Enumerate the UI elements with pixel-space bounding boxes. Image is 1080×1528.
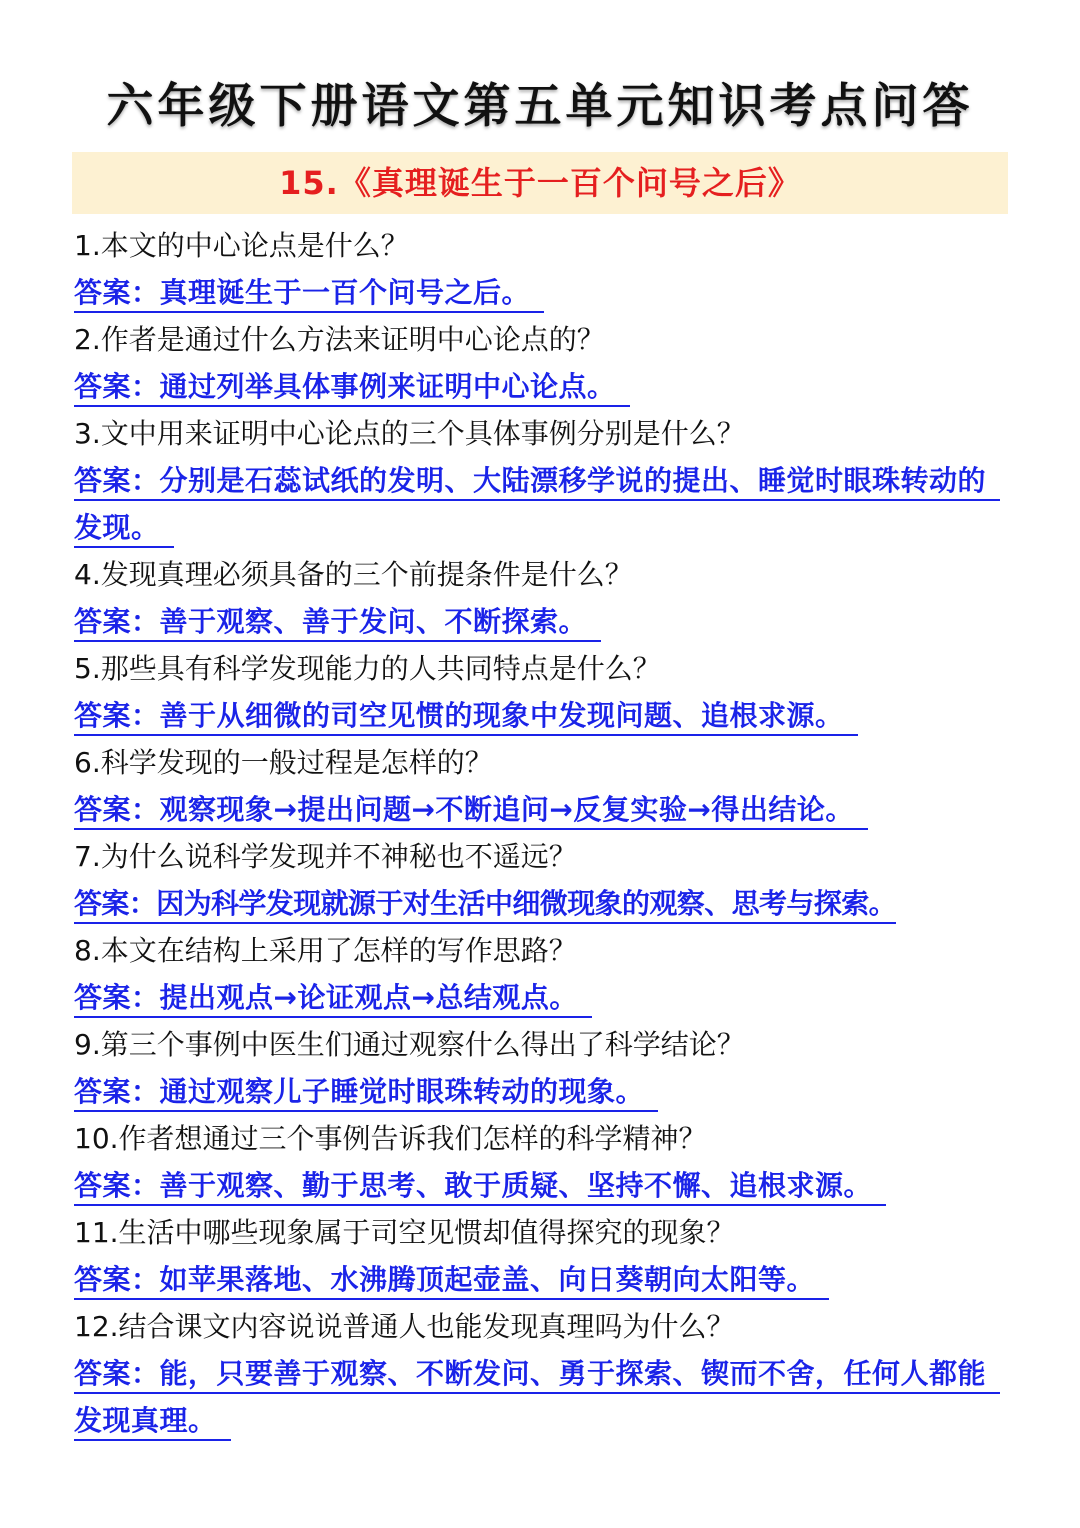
question-text: 7.为什么说科学发现并不神秘也不遥远？	[74, 840, 577, 873]
answer-text	[74, 269, 1010, 316]
qa-item	[74, 1115, 1010, 1209]
qa-item	[74, 222, 1010, 316]
question-text: 3.文中用来证明中心论点的三个具体事例分别是什么？	[74, 417, 745, 450]
qa-list	[74, 222, 1010, 1444]
answer-underlined: 答案：真理诞生于一百个问号之后。	[74, 276, 544, 313]
section-title: 15.《真理诞生于一百个问号之后》	[279, 164, 801, 202]
answer-underlined: 答案：通过观察儿子睡觉时眼珠转动的现象。	[74, 1075, 658, 1112]
qa-item	[74, 1303, 1010, 1444]
question-text: 11.生活中哪些现象属于司空见惯却值得探究的现象？	[74, 1216, 735, 1249]
answer-underlined: 答案：善于从细微的司空见惯的现象中发现问题、追根求源。	[74, 699, 858, 736]
answer-text	[74, 880, 1010, 927]
question-text: 5.那些具有科学发现能力的人共同特点是什么？	[74, 652, 661, 685]
answer-text	[74, 974, 1010, 1021]
answer-underlined: 答案：因为科学发现就源于对生活中细微现象的观察、思考与探索。	[74, 887, 896, 924]
answer-text	[74, 1256, 1010, 1303]
qa-item	[74, 927, 1010, 1021]
qa-item	[74, 833, 1010, 927]
section-banner	[72, 152, 1008, 214]
answer-text	[74, 1350, 1010, 1444]
question-text: 6.科学发现的一般过程是怎样的？	[74, 746, 493, 779]
answer-underlined: 答案：如苹果落地、水沸腾顶起壶盖、向日葵朝向太阳等。	[74, 1263, 829, 1300]
answer-text	[74, 363, 1010, 410]
answer-underlined: 答案：提出观点→论证观点→总结观点。	[74, 981, 592, 1018]
answer-text	[74, 1162, 1010, 1209]
answer-underlined: 答案：通过列举具体事例来证明中心论点。	[74, 370, 630, 407]
answer-underlined: 答案：善于观察、勤于思考、敢于质疑、坚持不懈、追根求源。	[74, 1169, 886, 1206]
qa-item	[74, 1021, 1010, 1115]
answer-underlined: 答案：观察现象→提出问题→不断追问→反复实验→得出结论。	[74, 793, 868, 830]
qa-item	[74, 645, 1010, 739]
question-text: 10.作者想通过三个事例告诉我们怎样的科学精神？	[74, 1122, 707, 1155]
question-text: 1.本文的中心论点是什么？	[74, 229, 409, 262]
answer-text	[74, 786, 1010, 833]
qa-item	[74, 551, 1010, 645]
question-text: 12.结合课文内容说说普通人也能发现真理吗为什么？	[74, 1310, 735, 1343]
qa-item	[74, 1209, 1010, 1303]
page-title: 六年级下册语文第五单元知识考点问答	[106, 79, 974, 134]
answer-text	[74, 598, 1010, 645]
question-text: 8.本文在结构上采用了怎样的写作思路？	[74, 934, 577, 967]
question-text: 4.发现真理必须具备的三个前提条件是什么？	[74, 558, 633, 591]
qa-item	[74, 316, 1010, 410]
qa-item	[74, 410, 1010, 551]
answer-underlined: 答案：分别是石蕊试纸的发明、大陆漂移学说的提出、睡觉时眼珠转动的发现。	[74, 464, 1000, 548]
answer-underlined: 答案：善于观察、善于发问、不断探索。	[74, 605, 601, 642]
qa-item	[74, 739, 1010, 833]
question-text: 9.第三个事例中医生们通过观察什么得出了科学结论？	[74, 1028, 745, 1061]
answer-text	[74, 457, 1010, 551]
question-text: 2.作者是通过什么方法来证明中心论点的？	[74, 323, 605, 356]
answer-text	[74, 1068, 1010, 1115]
answer-underlined: 答案：能，只要善于观察、不断发问、勇于探索、锲而不舍，任何人都能发现真理。	[74, 1357, 1000, 1441]
answer-text	[74, 692, 1010, 739]
